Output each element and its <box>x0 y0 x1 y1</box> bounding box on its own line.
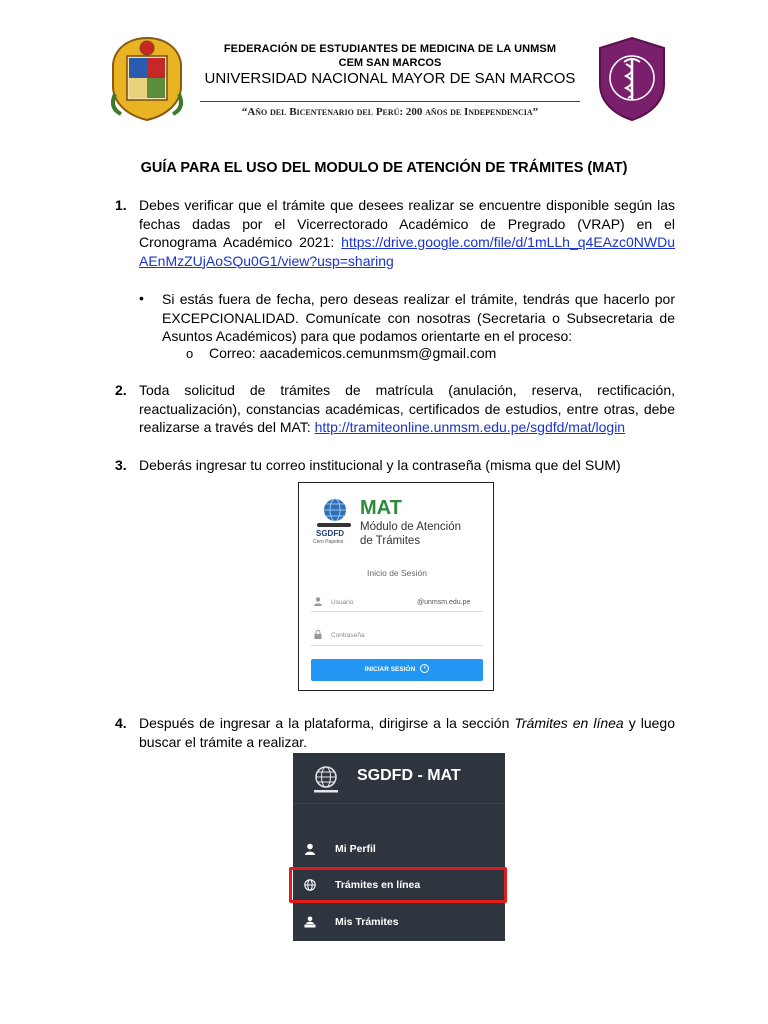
mat-sidebar-screenshot <box>293 753 505 941</box>
base-bar-icon <box>317 523 351 527</box>
email-domain-suffix: @unmsm.edu.pe <box>417 599 471 606</box>
cero-papeles-label: Cero Papeles <box>313 539 344 545</box>
sidebar-app-title: SGDFD - MAT <box>357 767 461 784</box>
mat-login-screenshot <box>298 482 494 691</box>
step-4-post: y luego buscar el trámite a realizar. <box>139 715 675 750</box>
step-4-pre: Después de ingresar a la plataforma, dirigirse a la sección <box>139 715 515 731</box>
sidebar-item-label: Trámites en línea <box>335 879 421 891</box>
federation-name: FEDERACIÓN DE ESTUDIANTES DE MEDICINA DE LA UNMSM <box>223 43 557 55</box>
document-header <box>0 0 768 130</box>
usuario-underline <box>311 611 483 612</box>
usuario-input[interactable]: Usuario <box>331 599 354 606</box>
login-heading: Inicio de Sesión <box>366 568 427 578</box>
sidebar-item-label: Mis Trámites <box>335 916 399 928</box>
password-input[interactable]: Contraseña <box>331 632 365 639</box>
step-1-number: 1. <box>115 197 127 213</box>
password-underline <box>311 645 483 646</box>
mat-login-link[interactable]: http://tramiteonline.unmsm.edu.pe/sgdfd/mat/login <box>314 419 626 435</box>
cem-medicine-seal-logo <box>596 36 668 122</box>
university-name: UNIVERSIDAD NACIONAL MAYOR DE SAN MARCOS <box>204 70 576 87</box>
globe-icon <box>322 497 348 523</box>
contact-email: Correo: aacademicos.cemunmsm@gmail.com <box>209 345 497 361</box>
step-4-section-name: Trámites en línea <box>514 715 624 731</box>
unmsm-crest-logo <box>107 34 187 122</box>
step-4-text <box>139 714 675 751</box>
cem-name: CEM SAN MARCOS <box>338 57 442 69</box>
sgdfd-label: SGDFD <box>316 529 344 538</box>
guide-title: GUÍA PARA EL USO DEL MODULO DE ATENCIÓN DE TRÁMITES (MAT) <box>140 160 628 176</box>
step-2-number: 2. <box>115 382 127 398</box>
user-icon <box>314 597 322 606</box>
sidebar-item-mi-perfil[interactable] <box>293 835 505 865</box>
sidebar-item-label: Mi Perfil <box>335 843 376 855</box>
step-3-text: Deberás ingresar tu correo institucional y la contraseña (misma que del SUM) <box>139 457 621 473</box>
user-icon <box>304 843 316 855</box>
modulo-line-1: Módulo de Atención <box>360 521 462 533</box>
step-3-number: 3. <box>115 457 127 473</box>
cronograma-link[interactable]: https://drive.google.com/file/d/1mLLh_q4EAzc0NWDuAEnMzZUjAoSQu0G1/view?usp=sharing <box>139 234 676 269</box>
iniciar-sesion-button[interactable] <box>311 659 483 681</box>
step-4-number: 4. <box>115 715 127 731</box>
arrow-circle-icon: › <box>420 664 429 673</box>
header-divider <box>200 101 580 102</box>
tramites-highlight-box <box>289 867 507 903</box>
lock-icon <box>314 630 322 639</box>
year-motto: “Año del Bicentenario del Perú: 200 años de Independencia” <box>241 106 539 118</box>
bullet-mark: • <box>139 290 144 306</box>
sidebar-item-mis-tramites[interactable] <box>293 908 505 938</box>
globe-icon <box>312 765 340 793</box>
modulo-line-2: de Trámites <box>360 535 421 547</box>
sub-bullet-mark: o <box>186 346 194 361</box>
step-2-text <box>139 381 675 437</box>
step-2-description: Toda solicitud de trámites de matrícula (anulación, reserva, rectificación, reactualización), constancias académicas, certificados de estudios, entre otras, debe realizarse a través del MAT: <box>139 382 675 435</box>
step-1-text <box>139 196 675 270</box>
step-1-description: Debes verificar que el trámite que desees realizar se encuentre disponible según las fechas dadas por el Vicerrectorado Académico de Pregrado (VRAP) en el Cronograma Académico 2021: <box>139 197 675 250</box>
user-desk-icon <box>304 916 316 928</box>
iniciar-sesion-label: INICIAR SESIÓN <box>364 666 416 673</box>
excepcionalidad-note: Si estás fuera de fecha, pero deseas realizar el trámite, tendrás que hacerlo por EXCEPCIONALIDAD. Comunícate con nosotras (Secretaria o Subsecretaria de Asuntos Académicos) para que podamos orientarte en el proceso: <box>162 291 675 344</box>
sidebar-divider <box>293 803 505 804</box>
mat-title: MAT <box>360 497 402 519</box>
